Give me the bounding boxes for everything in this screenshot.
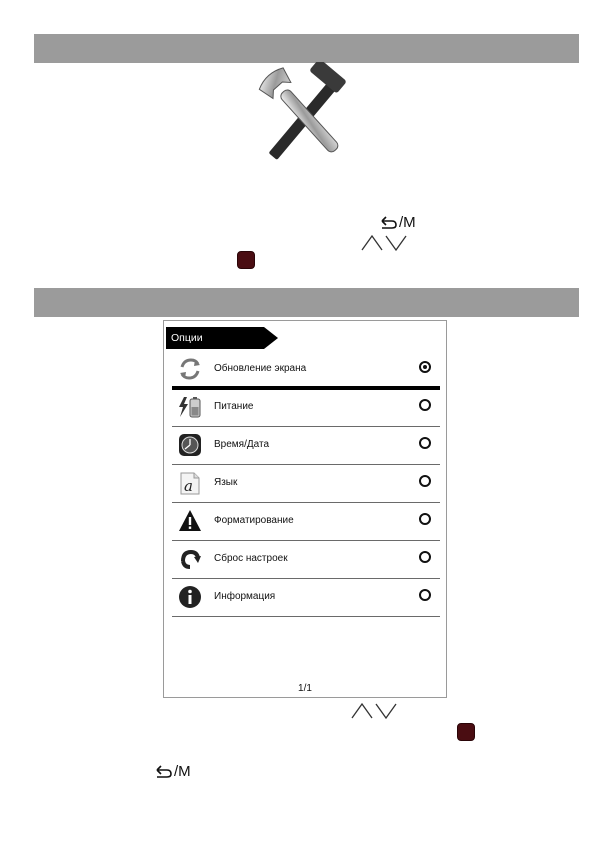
clock-icon (178, 433, 202, 457)
menu-item-label: Информация (214, 591, 276, 602)
device-screen (163, 320, 447, 698)
up-down-keys (350, 700, 398, 720)
reset-icon (178, 547, 202, 571)
menu-item-language[interactable] (172, 465, 440, 503)
back-menu-key (155, 763, 191, 781)
info-icon (178, 585, 202, 609)
radio-icon (419, 399, 431, 411)
language-icon (178, 471, 202, 495)
menu-item-label: Питание (214, 401, 254, 412)
menu-item-power[interactable] (172, 389, 440, 427)
options-header (166, 327, 278, 349)
menu-item-label: Время/Дата (214, 439, 270, 450)
back-menu-label: /M (399, 214, 416, 231)
ok-key-icon (237, 251, 255, 269)
menu-item-label: Форматирование (214, 515, 294, 526)
up-down-keys (360, 232, 408, 252)
menu-item-screen-refresh[interactable] (172, 351, 440, 390)
menu-item-format[interactable] (172, 503, 440, 541)
section-header-band (34, 288, 579, 317)
down-arrow-icon (376, 704, 396, 718)
ok-key-icon (457, 723, 475, 741)
svg-text:a: a (184, 477, 193, 495)
menu-item-information[interactable] (172, 579, 440, 617)
down-arrow-icon (386, 236, 406, 250)
menu-item-label: Обновление экрана (214, 363, 307, 374)
radio-icon (419, 589, 431, 601)
menu-item-time-date[interactable] (172, 427, 440, 465)
back-menu-label: /M (174, 763, 191, 780)
menu-item-label: Язык (214, 477, 238, 488)
section-header-band (34, 34, 579, 63)
radio-icon (419, 475, 431, 487)
page-indicator: 1/1 (298, 683, 312, 694)
warning-icon (178, 509, 202, 533)
back-arrow-icon (155, 765, 173, 779)
battery-icon (178, 395, 202, 419)
radio-icon (419, 513, 431, 525)
tools-icon (258, 62, 350, 168)
radio-selected-icon (419, 361, 431, 373)
radio-icon (419, 551, 431, 563)
up-arrow-icon (362, 236, 382, 250)
refresh-icon (178, 357, 202, 381)
menu-item-label: Сброс настроек (214, 553, 288, 564)
menu-item-reset[interactable] (172, 541, 440, 579)
radio-icon (419, 437, 431, 449)
back-arrow-icon (380, 216, 398, 230)
options-title: Опции (171, 332, 203, 344)
back-menu-key (380, 214, 416, 232)
up-arrow-icon (352, 704, 372, 718)
